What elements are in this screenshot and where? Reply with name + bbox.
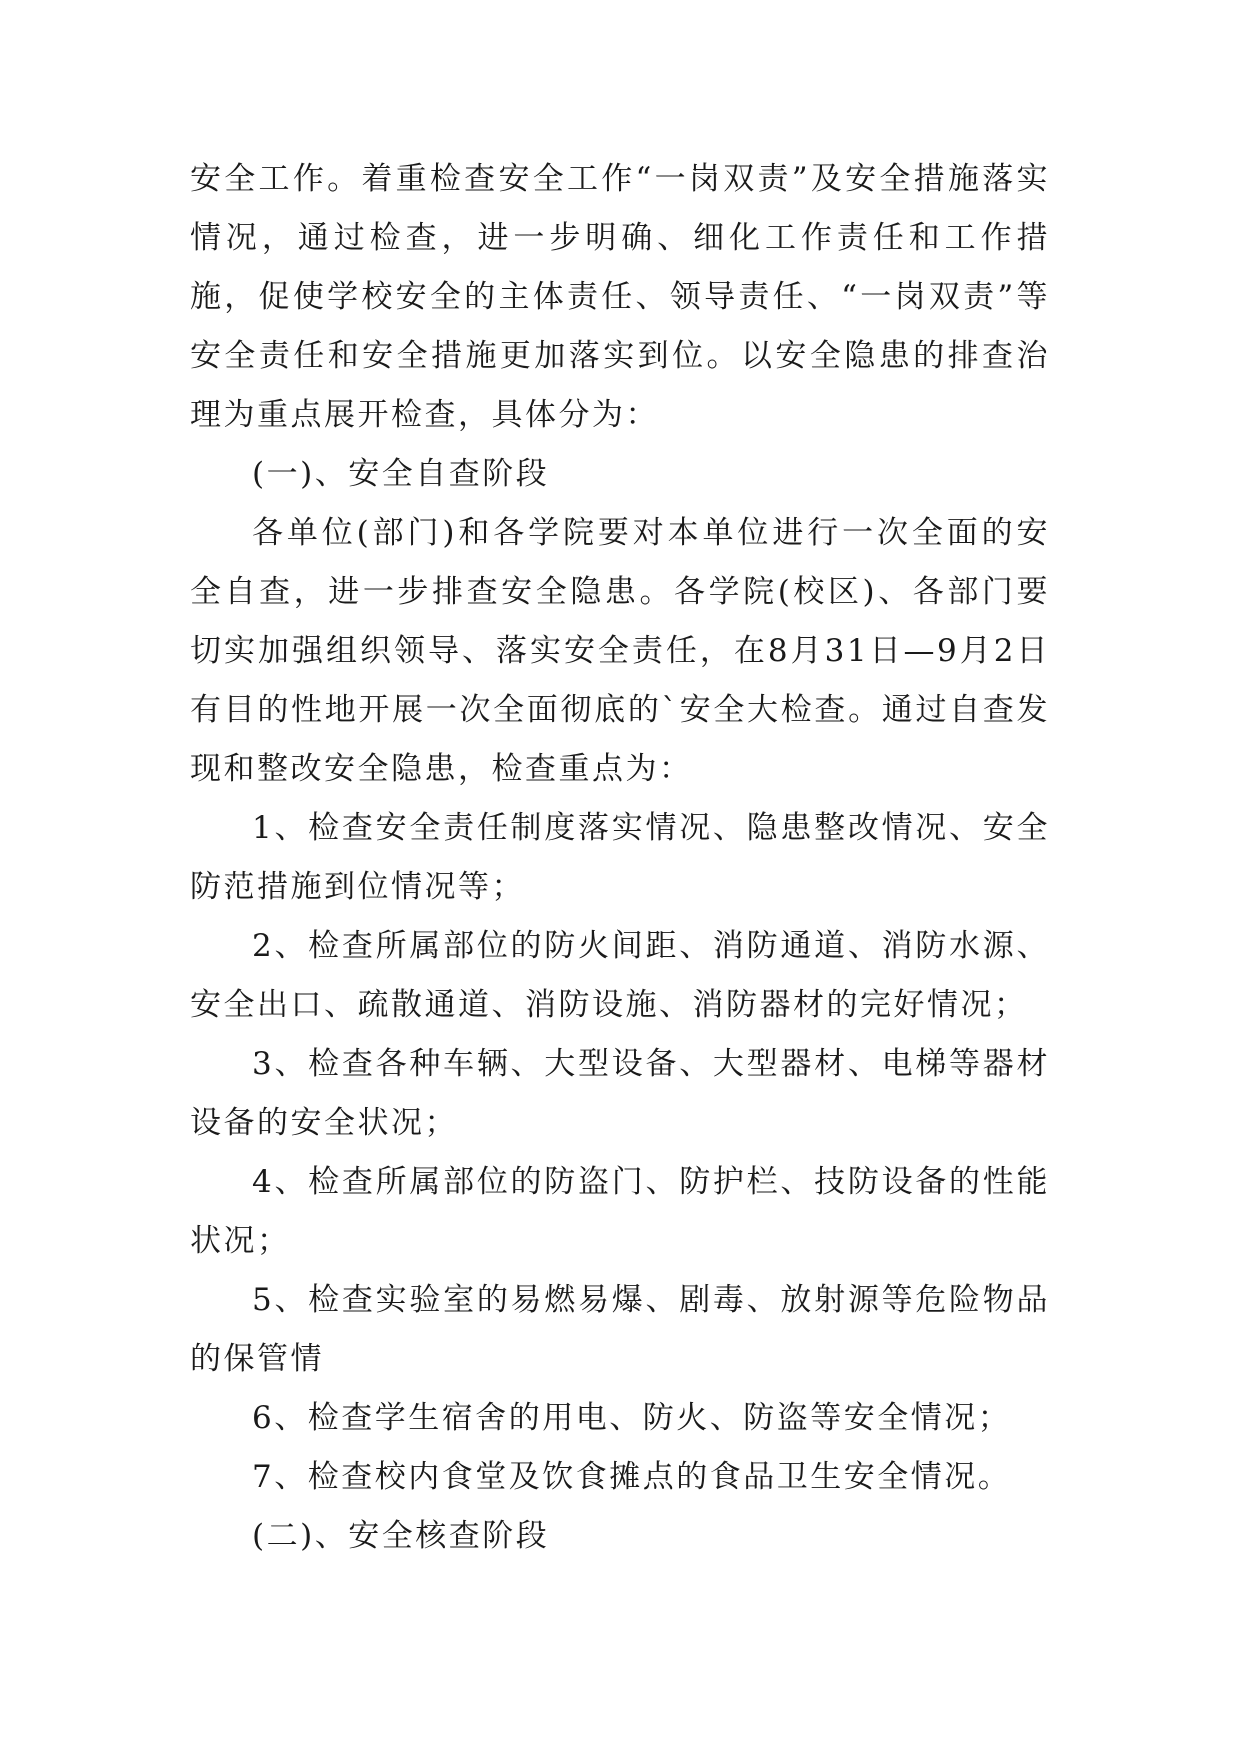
list-item-1: 1、检查安全责任制度落实情况、隐患整改情况、安全防范措施到位情况等； bbox=[190, 810, 1050, 905]
list-item-3: 3、检查各种车辆、大型设备、大型器材、电梯等器材设备的安全状况； bbox=[190, 1046, 1050, 1141]
list-item-6: 6、检查学生宿舍的用电、防火、防盗等安全情况； bbox=[252, 1400, 1012, 1436]
section-heading-verification: (二)、安全核查阶段 bbox=[252, 1518, 550, 1554]
list-item-7: 7、检查校内食堂及饮食摊点的食品卫生安全情况。 bbox=[252, 1459, 1012, 1495]
paragraph-intro: 安全工作。着重检查安全工作“一岗双责”及安全措施落实情况，通过检查，进一步明确、细化工作责任和工作措施，促使学校安全的主体责任、领导责任、“一岗双责”等安全责任和安全措施更加落实到位。以安全隐患的排查治理为重点展开检查，具体分为： bbox=[190, 161, 1050, 433]
section-heading-self-check: (一)、安全自查阶段 bbox=[252, 456, 550, 492]
document-body bbox=[190, 150, 1050, 1566]
paragraph-self-check: 各单位(部门)和各学院要对本单位进行一次全面的安全自查，进一步排查安全隐患。各学院(校区)、各部门要切实加强组织领导、落实安全责任，在8月31日—9月2日有目的性地开展一次全面彻底的`安全大检查。通过自查发现和整改安全隐患，检查重点为： bbox=[190, 515, 1050, 787]
list-item-5: 5、检查实验室的易燃易爆、剧毒、放射源等危险物品的保管情 bbox=[190, 1282, 1050, 1377]
list-item-2: 2、检查所属部位的防火间距、消防通道、消防水源、安全出口、疏散通道、消防设施、消防器材的完好情况； bbox=[190, 928, 1050, 1023]
list-item-4: 4、检查所属部位的防盗门、防护栏、技防设备的性能状况； bbox=[190, 1164, 1050, 1259]
